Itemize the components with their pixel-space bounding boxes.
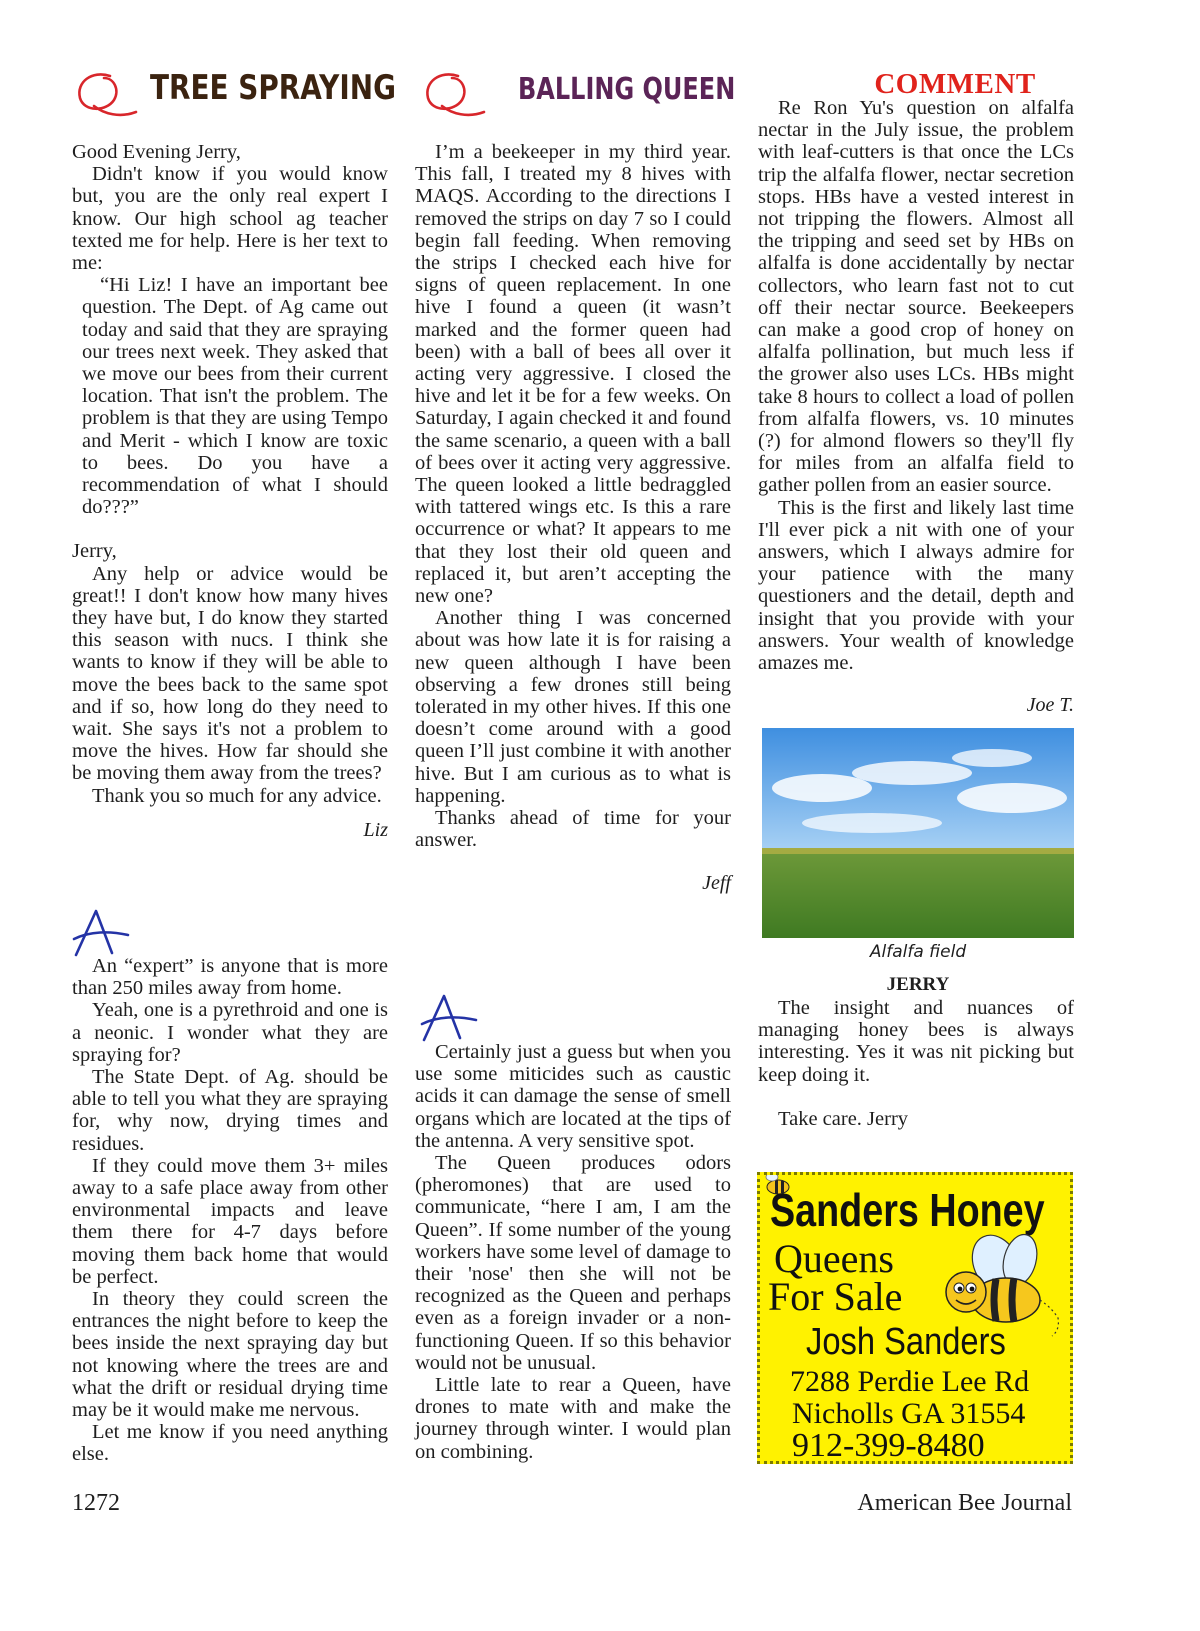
paragraph: Let me know if you need anything else. — [72, 1421, 388, 1466]
balling-queen-header — [418, 62, 748, 122]
paragraph: Certainly just a guess but when you use some miticides such as caustic acids it can damage the sense of smell organs which are located at the tips of the antenna. A very sensitive spot. — [415, 1041, 731, 1152]
photo-caption: Alfalfa field — [869, 942, 967, 962]
a-script-icon — [418, 990, 480, 1046]
column-3-reply — [758, 997, 1074, 1130]
field-image — [762, 728, 1074, 938]
signature-joe: Joe T. — [1026, 694, 1074, 717]
a-script-icon — [70, 905, 132, 961]
paragraph: In theory they could screen the entrances the night before to keep the bees inside the next spraying day but not knowing where the trees are and what the drift or residual drying time may be it would make me nervous. — [72, 1288, 388, 1422]
sanders-honey-ad — [757, 1172, 1073, 1464]
page-number: 1272 — [72, 1490, 120, 1516]
column-1-question — [72, 141, 388, 841]
paragraph: Thanks ahead of time for your answer. — [415, 807, 731, 852]
paragraph: The insight and nuances of managing honey bees is always interesting. Yes it was nit picking but keep doing it. — [758, 997, 1074, 1086]
paragraph: The Queen produces odors (pheromones) that are used to communicate, “here I am, I am the Queen”. If some number of the young workers have some level of damage to their 'nose' then she will not be recognized as the Queen and perhaps even as a foreign invader or a non-functioning Queen. If so this behavior would not be unusual. — [415, 1152, 731, 1374]
ad-address: 7288 Perdie Lee Rd — [790, 1365, 1030, 1398]
paragraph: Good Evening Jerry, — [72, 141, 241, 163]
paragraph: I’m a beekeeper in my third year. This fall, I treated my 8 hives with MAQS. According to the directions I removed the strips on day 7 so I could begin fall feeding. When removing the strips I checked each hive for signs of queen replacement. In one hive I found a queen (it wasn’t marked and the former queen had been) with a ball of bees all over it acting very aggressive. I closed the hive and let it be for a few weeks. On Saturday, I again checked it and found the same scenario, a queen with a ball of bees over it acting very aggressive. The queen looked a little bedraggled with tattered wings etc. Is this a rare occurrence or what? It appears to me that they lost their old queen and replaced it, but aren’t accepting the new one? — [415, 141, 731, 608]
section-title-comment: COMMENT — [874, 68, 1036, 100]
ad-company-name: Sanders Honey — [770, 1184, 1045, 1236]
q-script-icon — [70, 62, 142, 122]
section-title-tree-spraying: TREE SPRAYING — [150, 68, 396, 108]
paragraph: Yeah, one is a pyrethroid and one is a neonic. I wonder what they are spraying for? — [72, 999, 388, 1066]
signature-liz: Liz — [363, 818, 388, 841]
ad-queens: Queens — [774, 1236, 894, 1281]
ad-for-sale: For Sale — [768, 1274, 903, 1319]
paragraph: Little late to rear a Queen, have drones to mate with and make the journey through winter. I would plan on combining. — [415, 1374, 731, 1463]
signature-jeff: Jeff — [702, 871, 731, 894]
section-title-balling-queen: BALLING QUEEN — [518, 72, 736, 107]
column-2-answer — [415, 1041, 731, 1463]
publication-name: American Bee Journal — [857, 1490, 1072, 1516]
paragraph: Jerry, — [72, 540, 117, 563]
paragraph: Thank you so much for any advice. — [92, 784, 382, 807]
paragraph: This is the first and likely last time I'll ever pick a nit with one of your answers, which I always admire for your patience with the many questioners and the detail, depth and insight that you provide with your answers. Your wealth of knowledge amazes me. — [758, 496, 1074, 675]
ad-phone: 912-399-8480 — [792, 1427, 985, 1464]
column-3-comment — [758, 97, 1074, 716]
paragraph: The State Dept. of Ag. should be able to tell you what they are spraying for, why now, drying times and residues. — [72, 1066, 388, 1155]
paragraph: Take care. Jerry — [778, 1107, 909, 1130]
paragraph: Another thing I was concerned about was how late it is for raising a new queen although I have been observing a few drones still being tolerated in my other hives. If this one doesn’t come around with a good queen I’ll just combine it with another hive. But I am curious as to what is happening. — [415, 607, 731, 807]
paragraph: Any help or advice would be great!! I don't know how many hives they have but, I do know they started this season with nucs. I think she wants to know if they will be able to move the bees back to the same spot and if so, how long do they need to wait. She says it's not a problem to move the hives. How far should she be moving them away from the trees? — [72, 562, 388, 785]
paragraph: Didn't know if you would know but, you are the only real expert I know. Our high school ag teacher texted me for help. Here is her text to me: — [72, 163, 388, 275]
column-1-answer — [72, 955, 388, 1466]
alfalfa-field-photo — [762, 728, 1074, 938]
q-script-icon — [418, 62, 490, 122]
quoted-text: “Hi Liz! I have an important bee question. The Dept. of Ag came out today and said that they are spraying our trees next week. They asked that we move our bees from their current location. That isn't the problem. The problem is that they are using Tempo and Merit - which I know are toxic to bees. Do you have a recommendation of what I should do???” — [82, 274, 388, 519]
ad-city: Nicholls GA 31554 — [792, 1397, 1026, 1430]
reply-label-jerry: JERRY — [886, 974, 950, 995]
column-2-question — [415, 141, 731, 894]
ad-person-name: Josh Sanders — [806, 1321, 1006, 1363]
paragraph: An “expert” is anyone that is more than 250 miles away from home. — [72, 955, 388, 1000]
tree-spraying-header — [70, 62, 400, 122]
paragraph: If they could move them 3+ miles away to a safe place away from other environmental impacts and leave them there for 4-7 days before moving them back home that would be perfect. — [72, 1154, 388, 1288]
paragraph: Re Ron Yu's question on alfalfa nectar in the July issue, the problem with leaf-cutters is that once the LCs trip the alfalfa flower, nectar secretion stops. HBs have a vested interest in not tripping the flowers. Almost all the tripping and seed set by HBs on alfalfa is done accidentally by nectar collectors, who learn fast not to cut off their nectar source. Beekeepers can make a good crop of honey on alfalfa pollination, but much less if the grower also uses LCs. HBs might take 8 hours to collect a load of pollen from alfalfa flowers, vs. 10 minutes (?) for almond flowers so they'll fly for miles from an alfalfa field to gather pollen from an easier source. — [758, 97, 1074, 497]
